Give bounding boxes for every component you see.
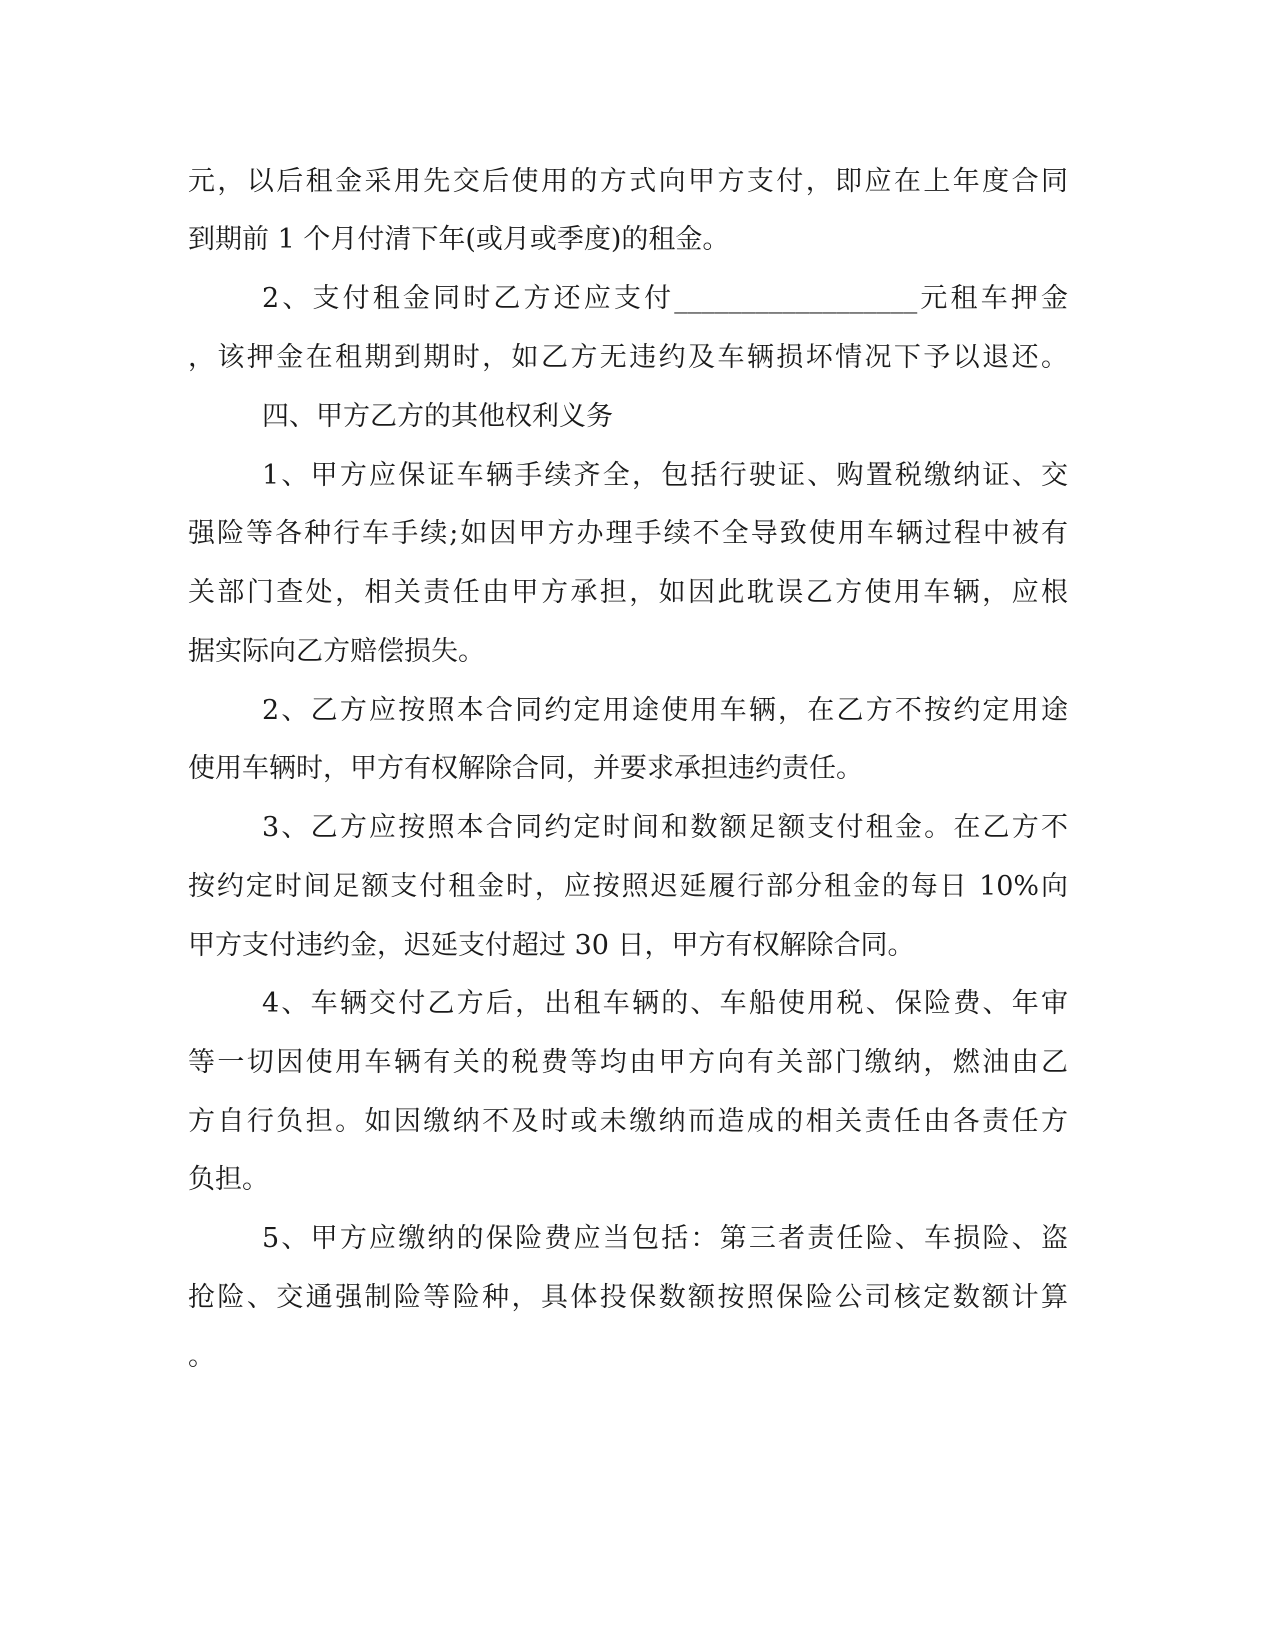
text-line: 按约定时间足额支付租金时，应按照迟延履行部分租金的每日 10%向: [188, 871, 1068, 902]
text-line: 到期前 1 个月付清下年(或月或季度)的租金。: [188, 224, 730, 255]
text-line: 。: [188, 1341, 215, 1372]
text-line: 方自行负担。如因缴纳不及时或未缴纳而造成的相关责任由各责任方: [188, 1106, 1068, 1137]
text-line: 使用车辆时，甲方有权解除合同，并要求承担违约责任。: [188, 753, 863, 784]
text-line: ，该押金在租期到期时，如乙方无违约及车辆损坏情况下予以退还。: [188, 342, 1068, 373]
section-heading: 四、甲方乙方的其他权利义务: [262, 401, 613, 432]
text-line: 5、甲方应缴纳的保险费应当包括：第三者责任险、车损险、盗: [262, 1223, 1068, 1254]
text-line: 元，以后租金采用先交后使用的方式向甲方支付，即应在上年度合同: [188, 166, 1068, 197]
text-line: 2、乙方应按照本合同约定用途使用车辆，在乙方不按约定用途: [262, 695, 1068, 726]
text-line: 等一切因使用车辆有关的税费等均由甲方向有关部门缴纳，燃油由乙: [188, 1047, 1068, 1078]
text-line: 3、乙方应按照本合同约定时间和数额足额支付租金。在乙方不: [262, 812, 1068, 843]
text-line: 强险等各种行车手续;如因甲方办理手续不全导致使用车辆过程中被有: [188, 518, 1068, 549]
text-line: 抢险、交通强制险等险种，具体投保数额按照保险公司核定数额计算: [188, 1282, 1068, 1313]
text-line: 负担。: [188, 1164, 269, 1195]
text-line: 关部门查处，相关责任由甲方承担，如因此耽误乙方使用车辆，应根: [188, 577, 1068, 608]
text-line: 甲方支付违约金，迟延支付超过 30 日，甲方有权解除合同。: [188, 930, 915, 961]
text-line: 据实际向乙方赔偿损失。: [188, 636, 485, 667]
text-line: 1、甲方应保证车辆手续齐全，包括行驶证、购置税缴纳证、交: [262, 460, 1068, 491]
text-line: 2、支付租金同时乙方还应支付__________________元租车押金: [262, 283, 1068, 314]
text-line: 4、车辆交付乙方后，出租车辆的、车船使用税、保险费、年审: [262, 988, 1068, 1019]
